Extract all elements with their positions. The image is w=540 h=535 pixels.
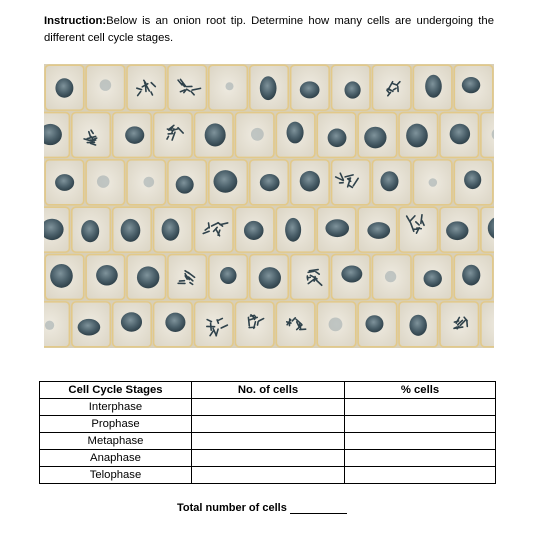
nucleus <box>446 221 468 240</box>
chromosome <box>250 315 254 316</box>
nucleus <box>462 77 480 93</box>
nucleus <box>364 127 386 149</box>
nucleus <box>260 174 280 191</box>
nucleus <box>344 81 360 98</box>
chromosome <box>209 223 210 228</box>
nucleus <box>325 219 349 237</box>
nucleus <box>55 174 74 191</box>
nucleus <box>50 264 73 288</box>
stage-telophase: Telophase <box>40 467 192 484</box>
nucleus <box>328 129 347 148</box>
cell <box>276 302 315 347</box>
cell <box>481 302 494 347</box>
nucleus <box>125 126 144 143</box>
stage-metaphase: Metaphase <box>40 433 192 450</box>
nucleus <box>367 222 390 239</box>
stage-prophase: Prophase <box>40 416 192 433</box>
nucleus <box>205 123 226 146</box>
table-row <box>40 399 496 416</box>
instruction-text <box>44 13 494 47</box>
table-row <box>40 416 496 433</box>
header-stage: Cell Cycle Stages <box>40 382 192 399</box>
nucleus <box>341 266 362 283</box>
chromosome <box>248 317 249 326</box>
stage-anaphase: Anaphase <box>40 450 192 467</box>
chromosome <box>314 277 315 282</box>
chromosome <box>308 271 314 272</box>
nucleus <box>409 315 426 336</box>
nucleus <box>406 124 428 148</box>
percent-cell[interactable] <box>345 433 496 450</box>
cell <box>195 207 234 252</box>
table-row <box>40 450 496 467</box>
nucleus <box>220 267 237 284</box>
table-row <box>40 433 496 450</box>
nucleus <box>260 76 277 100</box>
nucleus <box>165 313 185 332</box>
percent-cell[interactable] <box>345 399 496 416</box>
nucleus <box>96 265 118 285</box>
onion-root-tip-micrograph <box>44 64 494 348</box>
total-cells-line <box>177 502 347 514</box>
count-cell[interactable] <box>192 399 345 416</box>
chromosome <box>167 129 172 130</box>
table-header-row <box>40 382 496 399</box>
nucleus <box>213 170 237 193</box>
nucleus <box>137 266 159 288</box>
faint-nucleus <box>97 175 110 188</box>
percent-cell[interactable] <box>345 416 496 433</box>
nucleus <box>464 171 481 190</box>
table-row <box>40 467 496 484</box>
cell <box>195 302 234 347</box>
nucleus <box>176 176 194 194</box>
chromosome <box>454 321 458 322</box>
nucleus <box>450 124 470 145</box>
nucleus <box>424 270 442 287</box>
nucleus <box>462 265 480 286</box>
chromosome <box>455 327 463 328</box>
nucleus <box>365 315 383 332</box>
faint-nucleus <box>385 271 396 282</box>
cell <box>72 113 111 158</box>
header-percent: % cells <box>345 382 496 399</box>
cell <box>154 113 193 158</box>
nucleus <box>162 219 180 241</box>
faint-nucleus <box>251 128 264 141</box>
nucleus <box>78 319 101 336</box>
nucleus <box>244 221 264 240</box>
total-label: Total number of cells <box>177 502 287 514</box>
nucleus <box>55 78 73 98</box>
cell-cycle-table <box>39 381 496 484</box>
total-blank[interactable] <box>290 504 347 514</box>
chromosome <box>467 320 468 326</box>
micrograph-image <box>44 64 494 348</box>
count-cell[interactable] <box>192 416 345 433</box>
faint-nucleus <box>45 321 54 330</box>
instruction-label: Instruction: <box>44 15 107 27</box>
faint-nucleus <box>225 82 233 90</box>
faint-nucleus <box>143 177 154 188</box>
nucleus <box>121 312 142 331</box>
nucleus <box>285 218 301 242</box>
nucleus <box>121 219 141 242</box>
header-count: No. of cells <box>192 382 345 399</box>
nucleus <box>300 81 320 98</box>
nucleus <box>287 122 304 144</box>
faint-nucleus <box>100 79 112 91</box>
percent-cell[interactable] <box>345 450 496 467</box>
cell <box>332 160 371 205</box>
chromosome <box>257 322 258 325</box>
count-cell[interactable] <box>192 433 345 450</box>
nucleus <box>81 220 99 242</box>
count-cell[interactable] <box>192 467 345 484</box>
count-cell[interactable] <box>192 450 345 467</box>
nucleus <box>300 171 320 192</box>
nucleus <box>425 75 442 98</box>
cell <box>372 65 411 110</box>
faint-nucleus <box>429 178 438 187</box>
stage-interphase: Interphase <box>40 399 192 416</box>
faint-nucleus <box>329 318 343 332</box>
chromosome <box>145 83 146 91</box>
nucleus <box>259 267 281 289</box>
instruction-body: Below is an onion root tip. Determine how many cells are undergoing the different cell cycle stages. <box>44 15 494 44</box>
nucleus <box>380 171 398 191</box>
percent-cell[interactable] <box>345 467 496 484</box>
